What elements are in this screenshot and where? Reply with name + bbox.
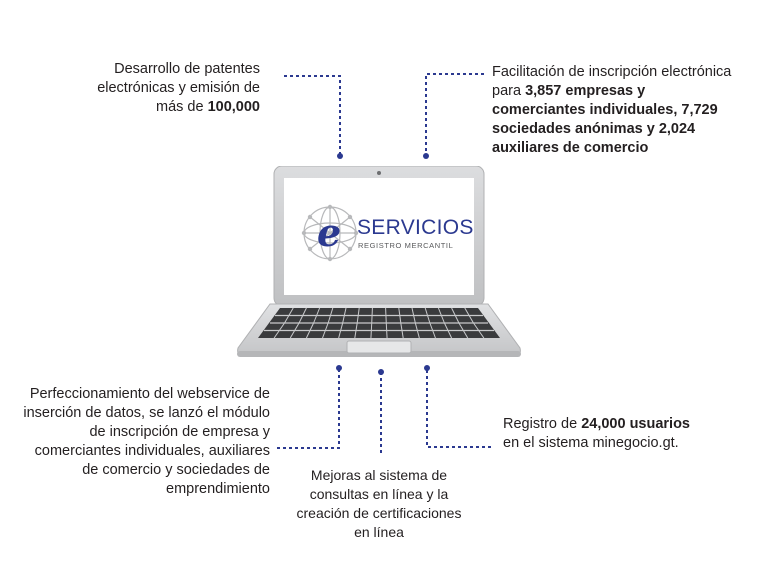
annotation-highlight: 3,857 empresas y comerciantes individuales, 7,729 sociedades anónimas y 2,024 auxiliares de comercio	[492, 83, 718, 156]
logo-title: SERVICIOS	[357, 216, 474, 239]
connector-dot	[424, 365, 430, 371]
trackpad	[347, 341, 411, 353]
connector-bottom-left	[277, 368, 339, 448]
annotation-text: Facilitación de inscripción electrónica para	[492, 64, 732, 99]
annotation-text: Registro de	[503, 416, 582, 432]
annotation-highlight: 100,000	[207, 99, 260, 115]
connector-dot	[378, 369, 384, 375]
connector-top-right	[426, 74, 484, 156]
connector-bottom-right	[427, 368, 491, 447]
connector-dot	[337, 153, 343, 159]
annotation-text: Desarrollo de patentes electrónicas y emisión de más de	[97, 61, 260, 115]
webcam	[377, 171, 381, 175]
connector-dot	[336, 365, 342, 371]
annotation-text: Mejoras al sistema de consultas en línea y la creación de certificaciones en línea	[296, 467, 462, 540]
laptop-illustration	[234, 166, 524, 362]
annotation-text: en el sistema minegocio.gt.	[503, 435, 679, 451]
annotation-highlight: 24,000 usuarios	[581, 416, 691, 432]
connector-dot	[423, 153, 429, 159]
logo-letter: e	[317, 210, 342, 255]
logo-subtitle: REGISTRO MERCANTIL	[358, 241, 454, 250]
connector-top-left	[284, 76, 340, 156]
annotation-text: Perfeccionamiento del webservice de inserción de datos, se lanzó el módulo de inscripción de empresa y comerciantes individuales, auxiliares de comercio y sociedades de emprendimiento	[23, 386, 270, 497]
